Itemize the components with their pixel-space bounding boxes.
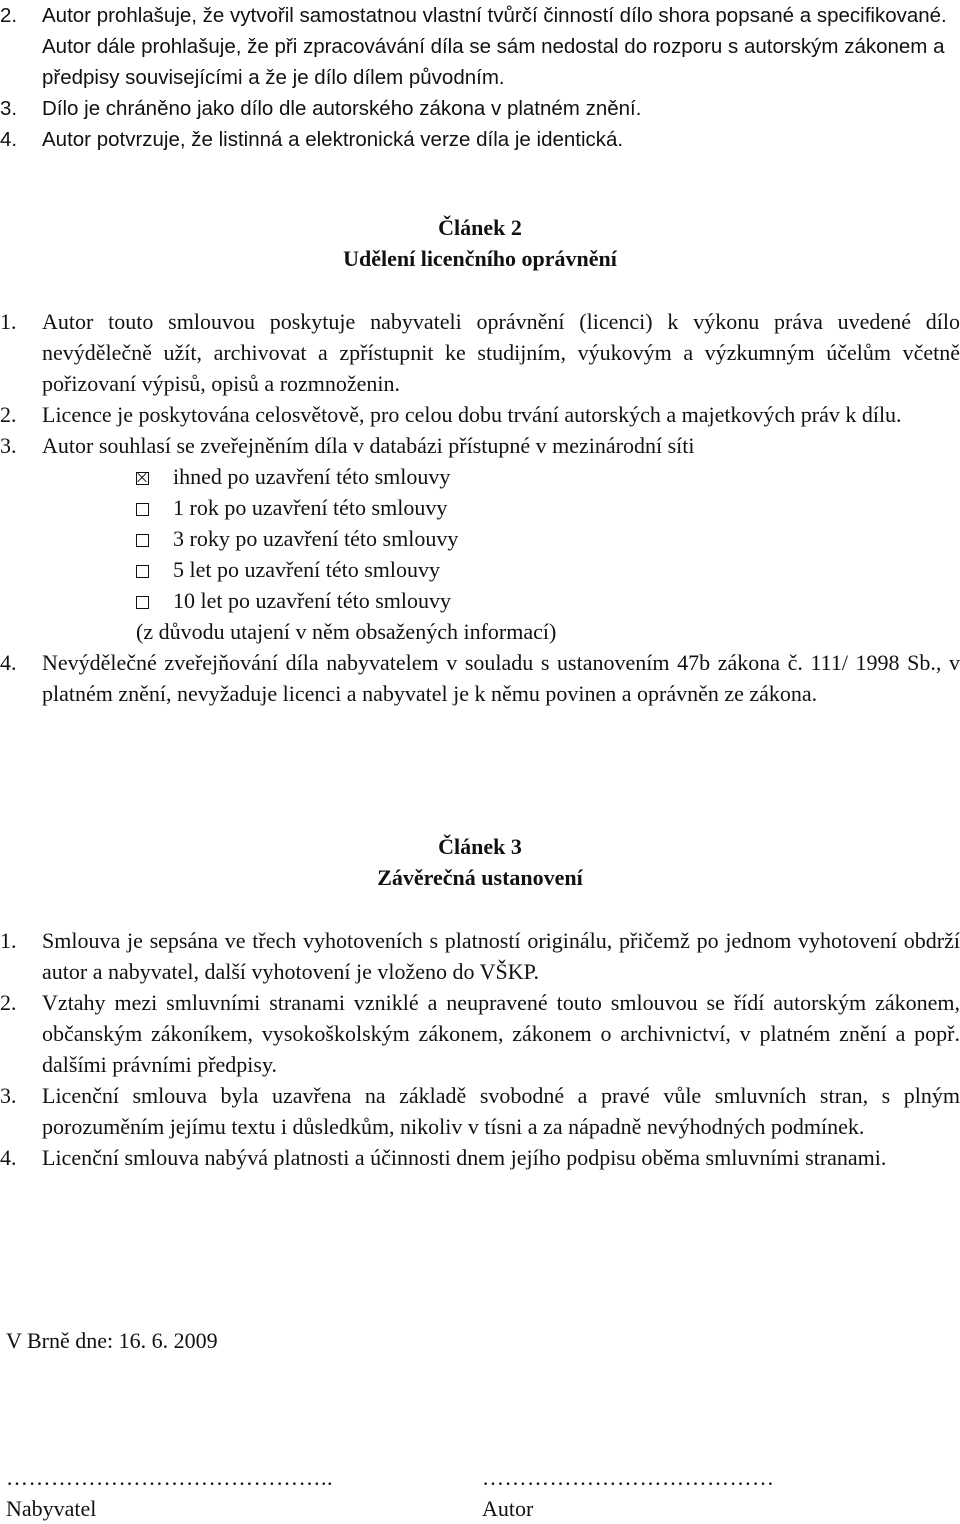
list-item [0, 430, 960, 461]
article-2-items [0, 306, 960, 461]
item-number: 2. [0, 990, 17, 1015]
item-text: Autor touto smlouvou poskytuje nabyvateli oprávnění (licenci) k výkonu práva uvedené dílo nevýdělečně užít, archivovat a zpřístupnit ke studijním, výukovým a výzkumným účelům včetně pořizovaní výpisů, opisů a rozmnoženin. [42, 309, 960, 396]
list-item [0, 0, 960, 93]
item-text: Licenční smlouva nabývá platnosti a účinnosti dnem jejího podpisu oběma smluvními stranami. [42, 1145, 887, 1170]
option-label: 5 let po uzavření této smlouvy [173, 556, 440, 582]
signature-nabyvatel [6, 1462, 333, 1524]
list-item [0, 306, 960, 399]
date-line: V Brně dne: 16. 6. 2009 [6, 1328, 218, 1353]
item-text: Licence je poskytována celosvětově, pro celou dobu trvání autorských a majetkových práv k dílu. [42, 402, 902, 427]
signature-autor [482, 1462, 775, 1524]
option-label: 1 rok po uzavření této smlouvy [173, 494, 448, 520]
item-text: Licenční smlouva byla uzavřena na základě svobodné a pravé vůle smluvních stran, s plným porozuměním jejímu textu i důsledkům, nikoliv v tísni a za nápadně nevýhodných podmínek. [42, 1083, 960, 1139]
article-heading: Článek 2 [438, 215, 522, 240]
signature-label: Nabyvatel [6, 1496, 97, 1521]
option-label: 3 roky po uzavření této smlouvy [173, 525, 459, 551]
signature-label: Autor [482, 1496, 534, 1521]
list-item [0, 93, 960, 124]
list-item [0, 1142, 960, 1173]
list-item [0, 647, 960, 709]
publication-options [0, 461, 960, 616]
option-immediately[interactable] [136, 461, 960, 492]
item-number: 1. [0, 309, 17, 334]
item-text: Autor souhlasí se zveřejněním díla v databázi přístupné v mezinárodní síti [42, 433, 695, 458]
item-number: 2. [0, 4, 18, 27]
list-item [0, 1080, 960, 1142]
article-2-items-cont [0, 647, 960, 709]
list-item [0, 399, 960, 430]
item-text: Vztahy mezi smluvními stranami vzniklé a neupravené touto smlouvou se řídí autorským zákonem, občanským zákoníkem, vysokoškolským zákonem, zákonem o archivnictví, v platném znění a popř. dalšími právními předpisy. [42, 990, 960, 1077]
item-text: Smlouva je sepsána ve třech vyhotoveních s platností originálu, přičemž po jednom vyhotovení obdrží autor a nabyvatel, další vyhotovení je vloženo do VŠKP. [42, 928, 960, 984]
option-1-year[interactable] [136, 492, 960, 523]
list-item [0, 987, 960, 1080]
option-5-years[interactable] [136, 554, 960, 585]
item-number: 4. [0, 1145, 17, 1170]
article-3 [0, 831, 960, 893]
option-10-years[interactable] [136, 585, 960, 616]
checkbox[interactable] [136, 503, 149, 516]
article-subheading: Závěrečná ustanovení [377, 865, 583, 890]
list-item [0, 925, 960, 987]
item-text: Autor prohlašuje, že vytvořil samostatnou vlastní tvůrčí činností dílo shora popsané a specifikované. Autor dále prohlašuje, že při zpracovávání díla se sám nedostal do rozporu s autorským zákonem a předpisy souvisejícími a že je dílo dílem původním. [42, 4, 947, 89]
item-number: 4. [0, 650, 17, 675]
article-3-body [0, 925, 960, 1173]
signature-dots: …………………………………….. [6, 1465, 333, 1490]
checkbox-checked[interactable] [136, 472, 149, 485]
item-number: 4. [0, 128, 18, 151]
item-number: 3. [0, 97, 18, 120]
item-text: Autor potvrzuje, že listinná a elektronická verze díla je identická. [42, 128, 624, 151]
article-heading: Článek 3 [438, 834, 522, 859]
item-text: Nevýdělečné zveřejňování díla nabyvatelem v souladu s ustanovením 47b zákona č. 111/ 1998 Sb., v platném znění, nevyžaduje licenci a nabyvatel je k němu povinen a oprávněn ze zákona. [42, 650, 960, 706]
option-label: ihned po uzavření této smlouvy [173, 463, 451, 489]
signature-dots: ………………………………… [482, 1465, 775, 1490]
checkbox[interactable] [136, 534, 149, 547]
article-2-body [0, 306, 960, 709]
options-note: (z důvodu utajení v něm obsažených informací) [136, 619, 557, 644]
item-number: 3. [0, 1083, 17, 1108]
list-item [0, 124, 960, 155]
article-1-tail [0, 0, 960, 155]
checkbox[interactable] [136, 596, 149, 609]
article-subheading: Udělení licenčního oprávnění [343, 246, 617, 271]
item-text: Dílo je chráněno jako dílo dle autorského zákona v platném znění. [42, 97, 642, 120]
article-1-items [0, 0, 960, 155]
option-label: 10 let po uzavření této smlouvy [173, 587, 451, 613]
item-number: 2. [0, 402, 17, 427]
item-number: 1. [0, 928, 17, 953]
checkbox[interactable] [136, 565, 149, 578]
article-2 [0, 212, 960, 274]
item-number: 3. [0, 433, 17, 458]
signature-row [0, 1462, 960, 1521]
option-3-years[interactable] [136, 523, 960, 554]
article-3-items [0, 925, 960, 1173]
